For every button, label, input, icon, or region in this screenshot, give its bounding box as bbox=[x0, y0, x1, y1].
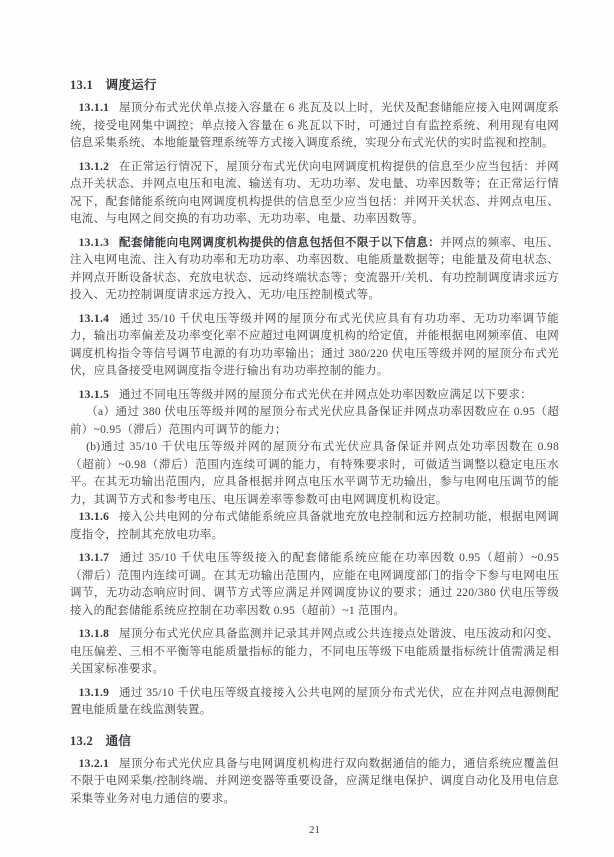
clause-13-1-3 bbox=[70, 235, 559, 305]
clause-text: 屋顶分布式光伏单点接入容量在 6 兆瓦及以上时，光伏及配套储能应接入电网调度系统，接受电网集中调控；单点接入容量在 6 兆瓦以下时，可通过自有监控系统、利用现有电网信息采集系统、本地能量管理系统等方式接入调度系统，实现分布式光伏的实时监视和控制。 bbox=[70, 102, 559, 149]
clause-text: 通过 35/10 千伏电压等级接入的配套储能系统应能在功率因数 0.95（超前）~0.95（滞后）范围内连续可调。在其无功输出范围内，应能在电网调度部门的指令下参与电网电压调节，无功动态响应时间、调节方式等应满足并网调度协议的要求；通过 220/380 伏电压等级接入的配套储能系统应控制在功率因数 0.95（超前）~1 范围内。 bbox=[70, 552, 559, 617]
clause-13-1-7 bbox=[70, 550, 559, 620]
item-text: 通过 35/10 千伏电压等级并网的屋顶分布式光伏应具备保证并网点处功率因数在 0.98（超前）~0.98（滞后）范围内连续可调的能力，有特殊要求时，可做适当调整以稳定电压水平。在其无功输出范围内，应具备根据并网点电压水平调节无功输出，参与电网电压调节的能力，其调节方式和参考电压、电压调差率等参数可由电网调度机构设定。 bbox=[70, 441, 559, 506]
clause-text: 并网点的频率、电压、注入电网电流、注入有功功率和无功功率、功率因数、电能质量数据等；电能量及荷电状态、并网点开断设备状态、充放电状态、远动终端状态等；变流器开/关机、有功控制调度请求远方投入、无功控制调度请求远方投入、无功/电压控制模式等。 bbox=[70, 236, 559, 301]
clause-number: 13.1.8 bbox=[78, 628, 110, 640]
clause-text: 通过 35/10 千伏电压等级直接接入公共电网的屋顶分布式光伏，应在并网点电源侧配置电能质量在线监测装置。 bbox=[70, 686, 559, 716]
clause-13-1-4 bbox=[70, 311, 559, 381]
section-title: 通信 bbox=[105, 733, 132, 748]
clause-13-1-6 bbox=[70, 509, 559, 544]
clause-number: 13.1.2 bbox=[78, 160, 110, 173]
clause-13-1-9 bbox=[70, 685, 559, 720]
clause-text: 屋顶分布式光伏应具备与电网调度机构进行双向数据通信的能力，通信系统应覆盖但不限于电网采集/控制终端、并网逆变器等重要设备，应满足继电保护、调度自动化及用电信息采集等业务对电力通信的要求。 bbox=[70, 757, 559, 805]
section-heading-13-1 bbox=[70, 76, 559, 94]
item-label: (b) bbox=[86, 441, 101, 453]
section-number: 13.1 bbox=[70, 78, 94, 92]
section-number: 13.2 bbox=[70, 733, 94, 748]
clause-number: 13.1.9 bbox=[78, 686, 110, 699]
clause-13-1-8 bbox=[70, 626, 559, 679]
clause-number: 13.1.4 bbox=[78, 312, 110, 325]
clause-text: 屋顶分布式光伏应具备监测并记录其并网点或公共连接点处谐波、电压波动和闪变、电压偏差、三相不平衡等电能质量指标的能力，不同电压等级下电能质量指标统计值需满足相关国家标准要求。 bbox=[70, 628, 559, 675]
item-text: 通过 380 伏电压等级并网的屋顶分布式光伏应具备保证并网点功率因数应在 0.95（超前）~0.95（滞后）范围内可调节的能力； bbox=[70, 406, 559, 436]
item-label: （a） bbox=[86, 406, 116, 418]
clause-number: 13.2.1 bbox=[78, 757, 110, 770]
clause-13-2-1 bbox=[70, 756, 559, 809]
clause-bold-lead: 配套储能向电网调度机构提供的信息包括但不限于以下信息： bbox=[118, 236, 441, 249]
clause-text: 通过 35/10 千伏电压等级并网的屋顶分布式光伏应具有有功功率、无功功率调节能力，输出功率偏差及功率变化率不应超过电网调度机构的给定值，并能根据电网频率值、电网调度机构指令等信号调节电源的有功功率输出；通过 380/220 伏电压等级并网的屋顶分布式光伏，应具备接受电网调度指令进行输出有功功率控制的能力。 bbox=[70, 312, 559, 377]
clause-number: 13.1.5 bbox=[78, 388, 110, 401]
clause-13-1-5-item-b bbox=[70, 439, 559, 509]
clause-text: 在正常运行情况下，屋顶分布式光伏向电网调度机构提供的信息至少应当包括：并网点开关状态、并网点电压和电流、输送有功、无功功率、发电量、功率因数等；在正常运行情况下，配套储能系统向电网调度机构提供的信息至少应当包括：并网开关状态、并网点电压、电流、与电网之间交换的有功功率、无功功率、电量、功率因数等。 bbox=[70, 160, 559, 225]
clause-text: 接入公共电网的分布式储能系统应具备就地充放电控制和远方控制功能，根据电网调度指令，控制其充放电功率。 bbox=[70, 511, 559, 541]
clause-13-1-2 bbox=[70, 159, 559, 229]
clause-text: 通过不同电压等级并网的屋顶分布式光伏在并网点处功率因数应满足以下要求： bbox=[118, 388, 532, 401]
clause-13-1-1 bbox=[70, 100, 559, 153]
page-content bbox=[70, 76, 559, 836]
clause-number: 13.1.1 bbox=[78, 102, 110, 114]
section-heading-13-2 bbox=[70, 732, 559, 750]
section-title: 调度运行 bbox=[105, 78, 157, 92]
page-number: 21 bbox=[309, 824, 320, 836]
clause-13-1-5-item-a bbox=[70, 404, 559, 439]
clause-number: 13.1.6 bbox=[78, 511, 110, 523]
clause-number: 13.1.3 bbox=[78, 236, 110, 249]
clause-13-1-5 bbox=[70, 387, 559, 405]
clause-number: 13.1.7 bbox=[78, 552, 110, 564]
